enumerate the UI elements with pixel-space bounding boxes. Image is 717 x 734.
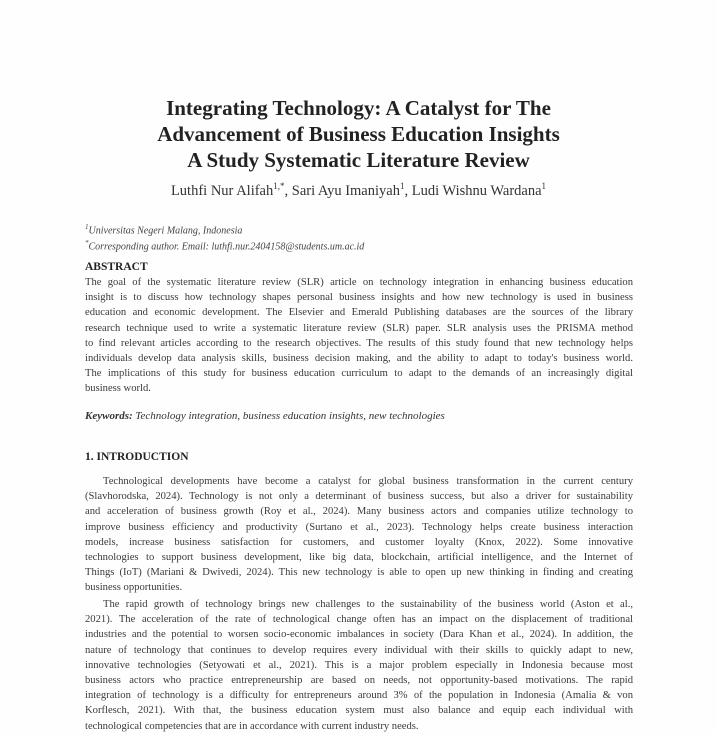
corresponding-author-text: Corresponding author. Email: luthfi.nur.2404158@students.um.ac.id (88, 241, 365, 253)
affiliations (85, 221, 364, 254)
paragraph-line: The rapid growth of technology brings new challenges to the sustainability of the business world (Aston et al., (103, 599, 633, 610)
title-line-3: A Study Systematic Literature Review (187, 148, 530, 172)
paragraph-line: integration of technology is a difficulty for entrepreneurs around 3% of the population in Indonesia (Amalia & von (85, 690, 633, 702)
abstract-line: individuals develop data analysis skills, business decision making, and the ability to adapt to today's business world. (85, 353, 633, 365)
abstract-heading: ABSTRACT (85, 261, 148, 273)
title-line-1: Integrating Technology: A Catalyst for The (166, 96, 551, 120)
abstract-line: research technique used to write a systematic literature review (SLR) paper. SLR analysis uses the PRISMA method (85, 322, 633, 334)
paragraph-line: business opportunities. (85, 582, 183, 594)
paragraph-line: Korflesch, 2021). With that, the business education system must also balance and equip each individual with (85, 705, 633, 717)
title-line-2: Advancement of Business Education Insights (157, 122, 560, 146)
author-name: Ludi Wishnu Wardana (411, 182, 542, 199)
paragraph-line: innovative technologies (Setyowati et al., 2021). This is a major problem especially in Indonesia because most (85, 659, 633, 671)
introduction-paragraph-2 (85, 597, 633, 734)
affiliation-sup: * (85, 239, 89, 248)
author-sup: 1,* (273, 181, 285, 191)
introduction-heading: 1. INTRODUCTION (85, 451, 189, 463)
abstract-line: The goal of the systematic literature review (SLR) article on technology integration in enhancing business education (85, 277, 633, 288)
author-sup: 1 (541, 181, 547, 191)
introduction-paragraph-1 (85, 474, 633, 596)
paragraph-line: industries and the potential to worsen socio-economic imbalances in society (Dara Khan et al., 2024). In addition, the (85, 629, 633, 641)
author-sup: 1 (399, 181, 405, 191)
author-list (0, 181, 717, 200)
paragraph-line: improve business efficiency and productivity (Surtano et al., 2023). Technology helps create business interaction (85, 521, 633, 533)
paper-title (0, 95, 717, 173)
abstract-line: education and economic development. The Elsevier and Emerald Publishing databases are the sources of the library (85, 307, 633, 319)
abstract-line: The implications of this study for business education curriculum to adapt to the demands of an increasingly digital (85, 368, 633, 380)
author-name: Luthfi Nur Alifah (170, 182, 274, 199)
author-separator: , (284, 182, 292, 199)
author-separator: , (404, 182, 412, 199)
keywords-text: Technology integration, business education insights, new technologies (132, 410, 445, 422)
keywords-label: Keywords: (85, 410, 133, 422)
paragraph-line: nature of technology that continues to develop requires every individual with their skills to quickly adapt to new, (85, 644, 633, 656)
paragraph-line: (Slavhorodska, 2024). Technology is not only a determinant of business success, but also a driver for sustainability (85, 491, 633, 503)
paragraph-line: Technological developments have become a catalyst for global business transformation in the current century (103, 476, 633, 487)
affiliation-sup: 1 (85, 223, 89, 231)
author-name: Sari Ayu Imaniyah (291, 182, 400, 199)
paragraph-line: models, increase business satisfaction for customers, and customer loyalty (Knox, 2022). Some innovative (85, 536, 633, 548)
corresponding-author-line (85, 237, 364, 253)
paragraph-line: technologies to support business development, like big data, blockchain, artificial intelligence, and the Internet of (85, 552, 633, 564)
paragraph-line: technological competencies that are in accordance with current industry needs. (85, 720, 419, 732)
affiliation-line (85, 221, 364, 237)
abstract-line: business world. (85, 383, 151, 395)
affiliation-text: Universitas Negeri Malang, Indonesia (88, 225, 243, 237)
abstract-body (85, 275, 633, 397)
keywords (85, 410, 445, 422)
paragraph-line: 2021). The acceleration of the rate of technological change often has an impact on the displacement of traditional (85, 614, 633, 626)
paragraph-line: and acceleration of business growth (Roy et al., 2024). Many business actors and companies utilize technology to (85, 506, 633, 518)
abstract-line: insight is to discuss how technology shapes personal business insights and how new technology is used in business (85, 292, 633, 304)
paragraph-line: Things (IoT) (Mariani & Dwivedi, 2024). This new technology is able to open up new thinking in finding and creating (85, 567, 633, 579)
abstract-line: to find relevant articles according to the research objectives. The results of this study found that new technology helps (85, 337, 633, 349)
paragraph-line: business actors who practice entrepreneurship are based on needs, not opportunity-based motivations. The rapid (85, 675, 633, 687)
